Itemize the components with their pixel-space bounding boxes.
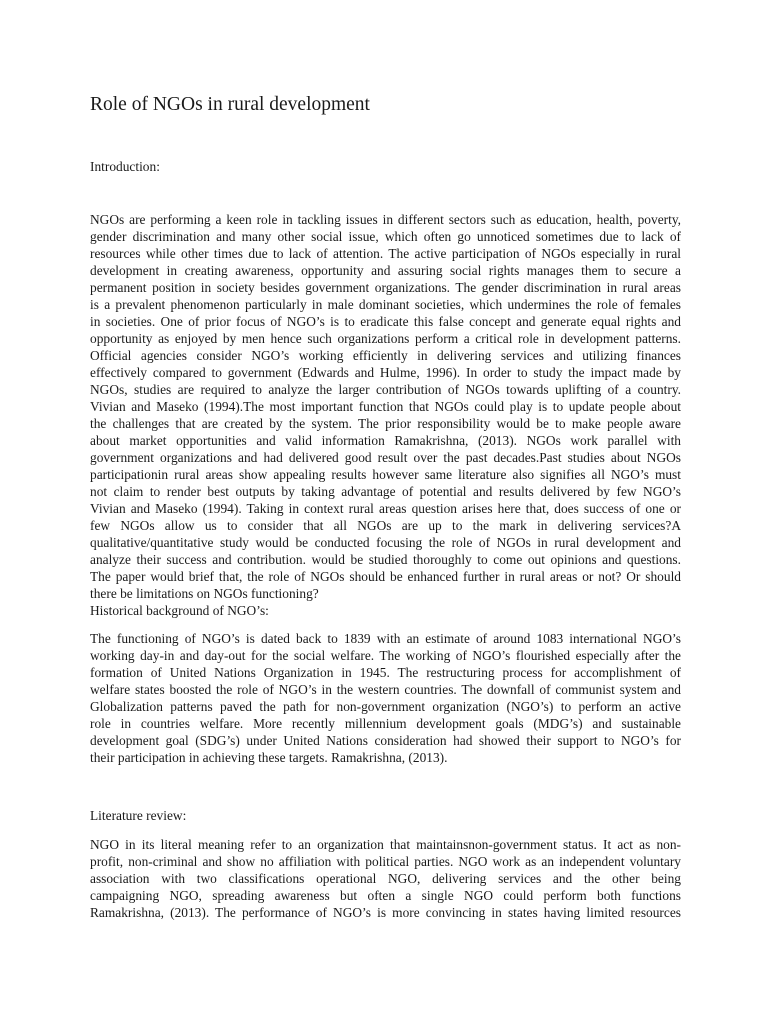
paragraph-line: campaigning NGO, spreading awareness but often a single NGO could perform both functions xyxy=(90,888,681,903)
paragraph-line: association with two classifications operational NGO, delivering services and the other being xyxy=(90,871,681,886)
document-title: Role of NGOs in rural development xyxy=(90,94,370,115)
literature-review-paragraph xyxy=(90,836,681,921)
paragraph-line: is a prevalent phenomenon particularly in male dominant societies, which undermines the role of females xyxy=(90,297,681,312)
paragraph-line: NGOs are performing a keen role in tackling issues in different sectors such as education, health, poverty, xyxy=(90,212,681,227)
paragraph-line: NGO in its literal meaning refer to an organization that maintainsnon-government status. It act as non- xyxy=(90,837,681,852)
paragraph-line: opportunity as enjoyed by men hence such organizations perform a critical role in development patterns. xyxy=(90,331,681,346)
paragraph-line: development in creating awareness, opportunity and assuring social rights manages them to secure a xyxy=(90,263,681,278)
introduction-paragraph xyxy=(90,211,681,602)
paragraph-line: qualitative/quantitative study would be conducted focusing the role of NGOs in rural development and xyxy=(90,535,681,550)
paragraph-line: their participation in achieving these targets. Ramakrishna, (2013). xyxy=(90,750,448,765)
paragraph-line: the challenges that are created by the system. The prior responsibility would be to make people aware xyxy=(90,416,681,431)
paragraph-line: Vivian and Maseko (1994). Taking in context rural areas question arises here that, does success of one or xyxy=(90,501,681,516)
paragraph-line: formation of United Nations Organization in 1945. The restructuring process for accomplishment of xyxy=(90,665,681,680)
paragraph-line: Globalization patterns paved the path for non-government organization (NGO’s) to perform an active xyxy=(90,699,681,714)
paragraph-line: not claim to render best outputs by taking advantage of potential and results delivered by few NGO’s xyxy=(90,484,681,499)
paragraph-line: development goal (SDG’s) under United Nations consideration had showed their support to NGO’s for xyxy=(90,733,681,748)
paragraph-line: about market opportunities and valid information Ramakrishna, (2013). NGOs work parallel with xyxy=(90,433,681,448)
paragraph-line: Ramakrishna, (2013). The performance of NGO’s is more convincing in states having limited resources xyxy=(90,905,681,920)
paragraph-line: NGOs, studies are required to analyze the larger contribution of NGOs towards uplifting of a country. xyxy=(90,382,681,397)
paragraph-line: working day-in and day-out for the social welfare. The working of NGO’s flourished especially after the xyxy=(90,648,681,663)
paragraph-line: effectively compared to government (Edwards and Hulme, 1996). In order to study the impact made by xyxy=(90,365,681,380)
paragraph-line: few NGOs allow us to consider that all NGOs are up to the mark in delivering services?A xyxy=(90,518,681,533)
paragraph-line: there be limitations on NGOs functioning? xyxy=(90,586,319,601)
paragraph-line: in societies. One of prior focus of NGO’s is to eradicate this false concept and generate equal rights and xyxy=(90,314,681,329)
historical-background-paragraph xyxy=(90,630,681,766)
paragraph-line: profit, non-criminal and show no affiliation with political parties. NGO work as an independent voluntary xyxy=(90,854,681,869)
paragraph-line: analyze their success and contribution. would be studied thoroughly to come out opinions and questions. xyxy=(90,552,681,567)
paragraph-line: role in countries welfare. More recently millennium development goals (MDG’s) and sustainable xyxy=(90,716,681,731)
paragraph-line: Vivian and Maseko (1994).The most important function that NGOs could play is to update people about xyxy=(90,399,681,414)
paragraph-line: permanent position in society besides government organizations. The gender discrimination in rural areas xyxy=(90,280,681,295)
section-heading-literature-review: Literature review: xyxy=(90,808,187,823)
paragraph-line: gender discrimination and many other social issue, which often go unnoticed sometimes due to lack of xyxy=(90,229,681,244)
paragraph-line: Official agencies consider NGO’s working efficiently in delivering services and utilizing finances xyxy=(90,348,681,363)
paragraph-line: The functioning of NGO’s is dated back to 1839 with an estimate of around 1083 international NGO’s xyxy=(90,631,681,646)
paragraph-line: government organizations and had delivered good result over the past decades.Past studies about NGOs xyxy=(90,450,681,465)
paragraph-line: The paper would brief that, the role of NGOs should be enhanced further in rural areas or not? Or should xyxy=(90,569,681,584)
paragraph-line: welfare states boosted the role of NGO’s in the western countries. The downfall of communist system and xyxy=(90,682,681,697)
section-heading-historical-background: Historical background of NGO’s: xyxy=(90,603,269,618)
paragraph-line: participationin rural areas show appealing results however same literature also signifies all NGO’s must xyxy=(90,467,681,482)
paragraph-line: resources while other times due to lack of attention. The active participation of NGOs especially in rural xyxy=(90,246,681,261)
section-heading-introduction: Introduction: xyxy=(90,159,160,174)
